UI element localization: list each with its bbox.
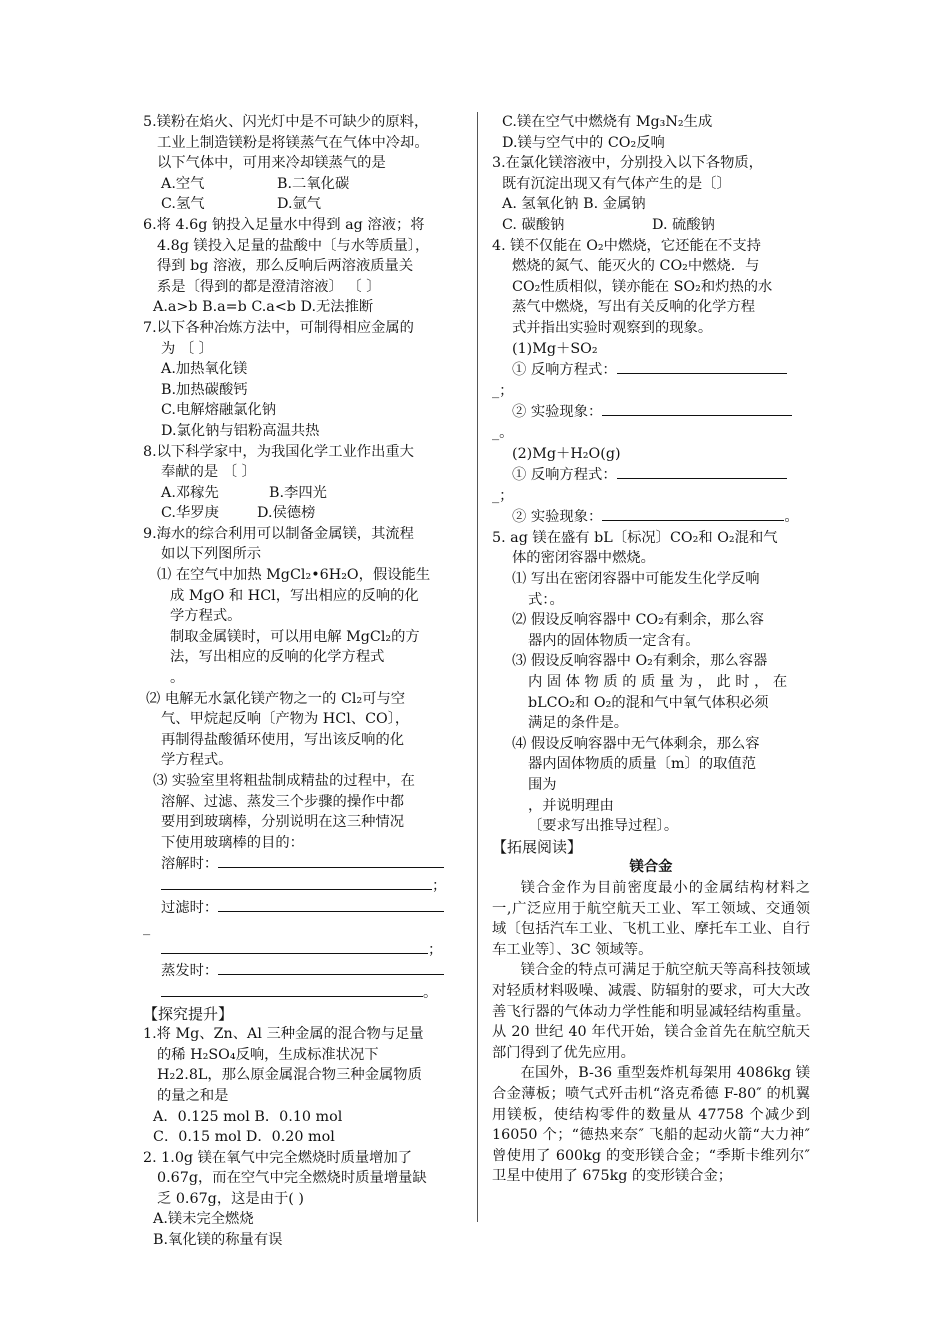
punct: _； (492, 382, 514, 399)
question-8 (143, 442, 470, 524)
option-c: C.氢气 (161, 196, 205, 213)
punct: ； (428, 941, 443, 958)
question-text: 制取金属镁时，可以用电解 MgCl₂的方 (170, 628, 420, 645)
question-text: 〔要求写出推导过程〕。 (528, 818, 679, 835)
question-text: 蒸气中燃烧，写出有关反响的化学方程 (512, 299, 756, 316)
option-d: D.氯化钠与铝粉高温共热 (161, 422, 320, 439)
question-text: 以下气体中，可用来冷却镁蒸气的是 (157, 155, 386, 172)
option-b: B.加热碳酸钙 (161, 381, 248, 398)
option-d: D.氩气 (277, 196, 322, 213)
question-text: 体的密闭容器中燃烧。 (512, 550, 655, 567)
question-7 (143, 318, 470, 442)
option-d: D. 硫酸钠 (652, 216, 715, 233)
explore-question-3 (492, 153, 810, 235)
question-text: 6.将 4.6g 钠投入足量水中得到 ag 溶液；将 (143, 216, 425, 233)
sub-question-2: ⑵ 电解无水氯化镁产物之一的 Cl₂可与空 (146, 690, 406, 707)
option-d: D.镁与空气中的 CO₂反响 (502, 134, 665, 151)
punct: _。 (492, 424, 514, 441)
punct: _ (143, 920, 151, 937)
explore-question-2 (143, 1148, 470, 1251)
punct: ； (432, 877, 447, 894)
section-heading-explore: 【探究提升】 (143, 1004, 234, 1023)
question-text: H₂2.8L，那么原金属混合物三种金属物质 (157, 1067, 422, 1084)
question-text: 的量之和是 (157, 1087, 229, 1104)
question-text: 奉献的是 〔 〕 (161, 464, 256, 481)
options-line: A. 氢氧化钠 B. 金属钠 (502, 196, 646, 213)
question-text: 得到 bg 溶液，那么反响后两溶液质量关 (157, 258, 414, 275)
question-text: ，并说明理由 (528, 797, 614, 814)
question-text: 4. 镁不仅能在 O₂中燃烧，它还能在不支持 (492, 237, 761, 254)
question-text: 溶解、过滤、蒸发三个步骤的操作中都 (161, 793, 405, 810)
question-text: 7.以下各种冶炼方法中，可制得相应金属的 (143, 319, 414, 336)
answer-blank[interactable] (161, 982, 423, 997)
question-text: CO₂性质相似，镁亦能在 SO₂和灼热的水 (512, 278, 773, 295)
article-paragraph: 镁合金的特点可满足于航空航天等高科技领域对轻质材料吸噪、减震、防辐射的要求，可大大改善飞行器的气体动力学性能和明显减轻结构重量。从 20 世纪 40 年代开始，镁合金首先在航空航天部门得到了优先应用。 (492, 962, 810, 1061)
right-column (492, 112, 810, 1187)
question-text: 9.海水的综合利用可以制备金属镁，其流程 (143, 525, 414, 542)
question-text: 满足的条件是。 (528, 715, 629, 732)
option-a: A.加热氧化镁 (161, 361, 248, 378)
equation-label: ① 反响方程式： (512, 362, 617, 379)
question-5 (143, 112, 470, 215)
answer-blank[interactable] (161, 939, 428, 954)
article-title: 镁合金 (629, 859, 673, 876)
sub-question-3: ⑶ 假设反响容器中 O₂有剩余，那么容器 (512, 653, 768, 670)
option-a: A.邓稼先 (161, 484, 219, 501)
question-text: 5. ag 镁在盛有 bL〔标况〕CO₂和 O₂混和气 (492, 529, 778, 546)
option-a: A.空气 (161, 175, 205, 192)
answer-blank[interactable] (617, 464, 787, 479)
observation-label: ② 实验现象： (512, 509, 603, 526)
question-text: 内 固 体 物 质 的 质 量 为 ， 此 时 ， 在 (528, 674, 788, 691)
question-text: 。 (170, 670, 185, 687)
option-a: A.镁未完全燃烧 (153, 1211, 254, 1228)
dissolve-label: 溶解时： (161, 856, 219, 873)
question-text: 燃烧的氮气、能灭火的 CO₂中燃烧．与 (512, 258, 760, 275)
sub-question-2: ⑵ 假设反响容器中 CO₂有剩余，那么容 (512, 612, 764, 629)
question-text: 学方程式。 (170, 608, 242, 625)
answer-blank[interactable] (218, 853, 444, 868)
option-b: B.二氧化碳 (277, 175, 350, 192)
answer-blank[interactable] (161, 875, 432, 890)
question-text: 如以下列图所示 (161, 546, 262, 563)
question-text: 工业上制造镁粉是将镁蒸气在气体中冷却。 (157, 134, 429, 151)
question-text: 式：。 (528, 591, 564, 608)
question-text: 的稀 H₂SO₄反响，生成标准状况下 (157, 1046, 379, 1063)
option-b: B.氧化镁的称量有误 (153, 1232, 283, 1249)
option-c: C.华罗庚 (161, 505, 219, 522)
option-d: D.侯德榜 (257, 505, 316, 522)
option-c: C.电解熔融氯化钠 (161, 402, 277, 419)
answer-blank[interactable] (617, 359, 787, 374)
question-text: 再制得盐酸循环使用，写出该反响的化 (161, 731, 405, 748)
answer-blank[interactable] (218, 897, 444, 912)
evap-label: 蒸发时： (161, 963, 219, 980)
option-c: C.镁在空气中燃烧有 Mg₃N₂生成 (502, 114, 713, 130)
question-6 (143, 215, 470, 318)
options-line: A.a>b B.a=b C.a<b D.无法推断 (153, 299, 374, 316)
option-c: C. 碳酸钠 (502, 216, 565, 233)
question-text: 要用到玻璃棒，分别说明在这三种情况 (161, 814, 405, 831)
reaction-1: (1)Mg＋SO₂ (512, 340, 598, 357)
question-text: 气、甲烷起反响〔产物为 HCl、CO〕， (161, 711, 410, 728)
explore-question-1 (143, 1024, 470, 1148)
answer-blank[interactable] (218, 960, 444, 975)
question-text: 法，写出相应的反响的化学方程式 (170, 649, 385, 666)
sub-question-1: ⑴ 在空气中加热 MgCl₂•6H₂O，假设能生 (157, 567, 431, 584)
question-text: 既有沉淀出现又有气体产生的是〔〕 (502, 175, 731, 192)
answer-blank[interactable] (602, 506, 784, 521)
reaction-2: (2)Mg＋H₂O(g) (512, 445, 621, 462)
equation-label: ① 反响方程式： (512, 467, 617, 484)
question-text: 学方程式。 (161, 752, 233, 769)
options-line: A．0.125 mol B．0.10 mol (153, 1108, 343, 1125)
question-text: 1.将 Mg、Zn、Al 三种金属的混合物与足量 (143, 1026, 424, 1043)
question-text: 5.镁粉在焰火、闪光灯中是不可缺少的原料， (143, 114, 429, 130)
sub-question-4: ⑷ 假设反响容器中无气体剩余，那么容 (512, 735, 760, 752)
question-text: 成 MgO 和 HCl，写出相应的反响的化 (170, 587, 419, 604)
question-9 (143, 524, 470, 1004)
question-text: 系是〔得到的都是澄清溶液〕 〔 〕 (157, 278, 381, 295)
article-paragraph: 镁合金作为目前密度最小的金属结构材料之一,广泛应用于航空航天工业、军工领域、交通领域〔包括汽车工业、飞机工业、摩托车工业、自行车工业等〕、3C 领域等。 (492, 879, 810, 958)
left-column (143, 112, 470, 1251)
question-text: bLCO₂和 O₂的混和气中氧气体积必须 (528, 694, 769, 711)
question-text: 下使用玻璃棒的目的： (161, 834, 304, 851)
punct: 。 (784, 509, 799, 526)
punct: _； (492, 487, 514, 504)
question-text: 乏 0.67g，这是由于( ) (157, 1190, 305, 1207)
question-text: 3.在氯化镁溶液中，分别投入以下各物质， (492, 155, 763, 172)
question-text: 0.67g，而在空气中完全燃烧时质量增量缺 (157, 1170, 427, 1187)
explore-question-5 (492, 528, 810, 837)
article-paragraph: 在国外，B-36 重型轰炸机每架用 4086kg 镁合金薄板；喷气式歼击机“洛克希德 F-80″ 的机翼用镁板，使结构零件的数量从 47758 个减少到 16050 个；“德热来奈″ 飞船的起动火箭“大力神″ 曾使用了 600kg 的变形镁合金；“季斯卡维列尔″ 卫星中使用了 675kg 的变形镁合金； (492, 1065, 810, 1185)
explore-question-4 (492, 236, 810, 528)
column-divider (477, 112, 478, 1222)
question-text: 为 〔 〕 (161, 340, 213, 357)
question-text: 8.以下科学家中，为我国化学工业作出重大 (143, 443, 414, 460)
answer-blank[interactable] (602, 401, 792, 416)
filter-label: 过滤时： (161, 899, 219, 916)
sub-question-1: ⑴ 写出在密闭容器中可能发生化学反响 (512, 571, 760, 588)
sub-question-3: ⑶ 实验室里将粗盐制成精盐的过程中，在 (153, 773, 415, 789)
question-text: 4.8g 镁投入足量的盐酸中〔与水等质量〕， (157, 237, 430, 254)
question-text: 2. 1.0g 镁在氧气中完全燃烧时质量增加了 (143, 1149, 413, 1166)
option-b: B.李四光 (269, 484, 327, 501)
question-text: 式并指出实验时观察到的现象。 (512, 319, 713, 336)
observation-label: ② 实验现象： (512, 404, 603, 421)
punct: 。 (423, 984, 438, 1001)
options-line: C．0.15 mol D．0.20 mol (153, 1129, 335, 1146)
question-text: 器内固体物质的质量〔m〕的取值范 (528, 756, 757, 773)
section-heading-reading: 【拓展阅读】 (492, 837, 583, 856)
question-text: 器内的固体物质一定含有。 (528, 632, 700, 649)
question-text: 围为 (528, 777, 557, 793)
